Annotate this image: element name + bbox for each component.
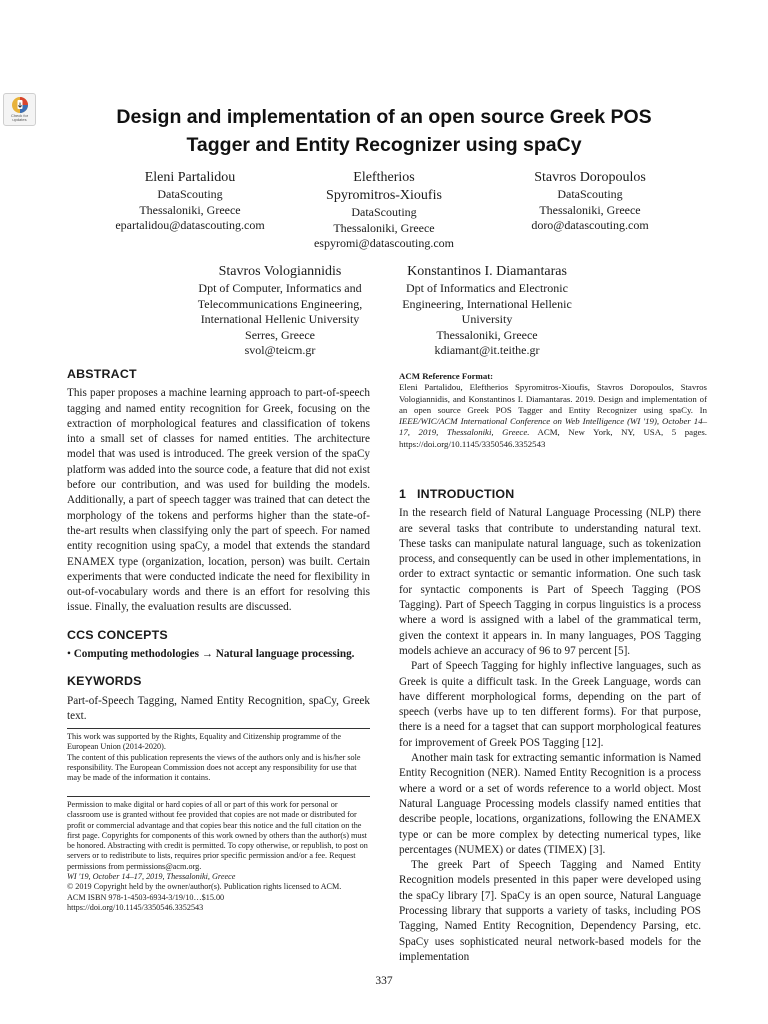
author-location: Thessaloniki, Greece [539,202,641,217]
author-email[interactable]: espyromi@datascouting.com [313,236,455,251]
author-email[interactable]: doro@datascouting.com [531,218,649,233]
introduction-heading [399,487,701,502]
author-affiliation-2: Telecommunications Engineering, [197,296,363,311]
author-2 [264,169,504,252]
author-affiliation-2: Engineering, International Hellenic [402,296,572,311]
isbn-line: ACM ISBN 978-1-4503-6934-3/19/10…$15.00 [67,892,225,902]
author-email[interactable]: svol@teicm.gr [244,343,316,358]
author-name: Konstantinos I. Diamantaras [407,264,567,279]
author-3 [470,169,710,234]
check-for-updates-icon [11,96,29,114]
author-affiliation-3: University [461,312,513,327]
funding-note [67,732,370,783]
right-column [399,487,701,965]
author-affiliation: DataScouting [157,187,223,201]
copyright-line: © 2019 Copyright held by the owner/author(s). Publication rights licensed to ACM. [67,882,342,892]
left-column [67,367,370,724]
author-name: Eleftherios [353,170,415,185]
author-location: Thessaloniki, Greece [139,202,241,217]
abstract-text: This paper proposes a machine learning approach to part-of-speech tagging and named entity recognition for Greek, focusing on the extraction of morphological features and classification of tokens into a small set of classes for named entities. The architecture model that was used is introduced. The greek version of the spaCy platform was added into the source code, a feature that did not exist before our contribution, and was used for building the models. Additionally, a part of speech tagger was trained that can detect the morphology of the tokens and performs higher than the state-of-the-art results when classifying only the part of speech. For named entity recognition using spaCy, a model that extends the standard ENAMEX type (organization, location, person) was built. Certain experiments that were conducted indicate the need for flexibility in out-of-vocabulary words and there is an effort for resolving this issue. Finally, the evaluation results are discussed. [67,387,370,614]
author-affiliation-3: International Hellenic University [200,312,360,327]
keywords-heading: KEYWORDS [67,674,142,689]
intro-paragraph-4: The greek Part of Speech Tagging and Named Entity Recognition models presented in this paper were developed using the spaCy library [7]. SpaCy is an open source, Natural Language Processing library that supports a variety of tasks, including POS Tagging, Named Entity Recognition, Dependency Parsing, etc. SpaCy uses sophisticated neural network-based models for the implementation [399,859,701,963]
author-affiliation: DataScouting [351,205,417,219]
intro-paragraph-2: Part of Speech Tagging for highly inflective languages, such as Greek is quite a difficult task. In the Greek Language, words can have different morphological forms, depending on the part of speech (verbs have up to ten different forms). For that purpose, there is a need for a tagset that can support morphological features for improvement of Greek POS Tagging [12]. [399,660,701,749]
acm-reference-venue: IEEE/WIC/ACM International Conference on Web Intelligence (WI '19), October 14–17, 2019, Thessaloniki, Greece. [399,416,707,438]
ccs-item [67,647,370,662]
acm-reference [399,371,707,450]
author-location: Thessaloniki, Greece [436,327,538,342]
paper-title [60,103,708,159]
intro-paragraph-1: In the research field of Natural Language Processing (NLP) there are several tasks that contribute to understanding natural text. These tasks can manipulate natural language, such as tokenization process, and consequently can be used in other implementations, in order to extract syntactic or semantic information. One such task for syntactic components is Part of Speech Tagging (POS Tagging). Part of Speech Tagging in corpus linguistics is a process where a word is assigned with a label of the grammatical term, given the context it appears in. In many languages, POS Tagging models achieve an accuracy of 96 to 97 percent [5]. [399,507,701,657]
title-line-2: Tagger and Entity Recognizer using spaCy [186,134,582,156]
author-4 [160,263,400,359]
badge-label-2: updates [12,117,27,123]
author-name: Eleni Partalidou [144,170,236,185]
permission-block [67,800,370,913]
author-5 [367,263,607,359]
badge-label-1: Check for [10,113,29,118]
section-title: INTRODUCTION [417,487,515,501]
acm-reference-citation: Eleni Partalidou, Eleftherios Spyromitros-Xioufis, Stavros Doropoulos, Stavros Vologiannidis, and Konstantinos I. Diamantaras. 2019. Design and implementation of an open source Greek POS Tagger and Entity Recognizer using spaCy. In [399,382,707,415]
author-email[interactable]: kdiamant@it.teithe.gr [434,343,540,358]
intro-paragraph-3: Another main task for extracting semantic information is Named Entity Recognition (NER). Named Entity Recognition is a process where a word or a set of words reference to a world object. Most Natural Language Processing models classify named entities that describe people, locations, organizations, following the ENAMEX type or can be more complex by detecting numerical types, like percentages (NUMEX) or dates (TIMEX) [3]. [399,752,701,856]
author-affiliation: DataScouting [557,187,623,201]
abstract-heading: ABSTRACT [67,367,137,381]
doi-link[interactable]: https://doi.org/10.1145/3350546.3352543 [67,902,204,912]
ccs-heading: CCS CONCEPTS [67,627,168,642]
author-name: Stavros Vologiannidis [218,264,342,279]
footnote-rule [67,728,370,729]
author-location: Thessaloniki, Greece [333,220,435,235]
author-location: Serres, Greece [245,327,315,342]
title-line-1: Design and implementation of an open source Greek POS [116,106,652,128]
conference-venue: WI '19, October 14–17, 2019, Thessaloniki, Greece [67,872,236,882]
author-email[interactable]: epartalidou@datascouting.com [115,218,265,233]
ccs-bullet: • [67,648,71,661]
page-number: 337 [375,975,393,987]
check-for-updates-badge[interactable] [3,93,36,126]
ccs-concept: Computing methodologies → Natural language processing. [73,648,355,661]
acm-reference-heading: ACM Reference Format: [399,371,494,381]
keywords-text: Part-of-Speech Tagging, Named Entity Recognition, spaCy, Greek text. [67,694,370,722]
permission-rule [67,796,370,797]
funding-text-1: This work was supported by the Rights, Equality and Citizenship programme of the European Union (2014-2020). [67,732,342,752]
author-affiliation-1: Dpt of Informatics and Electronic [406,281,568,295]
acm-reference-text [399,382,707,450]
funding-text-2: The content of this publication represents the views of the authors only and is his/her sole responsibility. The European Commission does not accept any responsibility for use that may be made of the information it contains. [67,752,361,783]
author-affiliation-1: Dpt of Computer, Informatics and [198,281,362,295]
acm-reference-publisher[interactable]: ACM, New York, NY, USA, 5 pages. https://doi.org/10.1145/3350546.3352543 [399,427,707,449]
author-name-cont: Spyromitros-Xioufis [326,188,442,203]
section-number: 1 [399,487,407,501]
author-name: Stavros Doropoulos [534,170,646,185]
permission-text: Permission to make digital or hard copies of all or part of this work for personal or classroom use is granted without fee provided that copies are not made or distributed for profit or commercial advantage and that copies bear this notice and the full citation on the first page. Copyrights for components of this work owned by others than the author(s) must be honored. Abstracting with credit is permitted. To copy otherwise, or republish, to post on servers or to redistribute to lists, requires prior specific permission and/or a fee. Request permissions from permissions@acm.org. [67,800,368,871]
